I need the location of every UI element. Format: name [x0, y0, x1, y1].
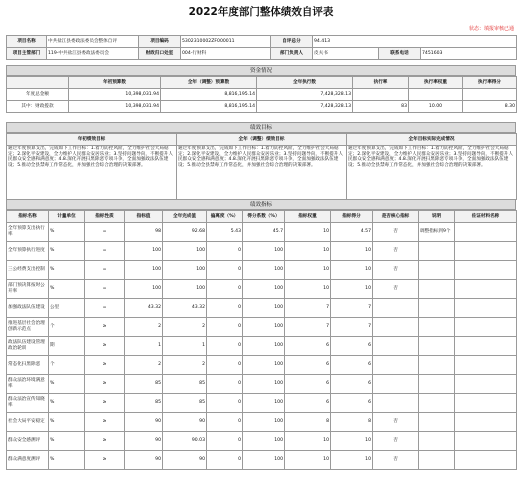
indicators-table [6, 210, 517, 470]
indicator-cell: % [49, 223, 85, 242]
indicator-cell: 否 [373, 413, 419, 432]
indicator-cell: 100 [243, 451, 285, 470]
indicator-header: 说明 [419, 211, 455, 223]
indicator-cell [455, 242, 517, 261]
info-table [6, 35, 517, 60]
funds-cell: 7,428,328.13 [257, 101, 353, 113]
indicator-header: 指标得分 [331, 211, 373, 223]
indicator-header: 指标名称 [7, 211, 49, 223]
indicators-section-header: 绩效指标 [6, 199, 516, 210]
funds-cell [463, 89, 517, 101]
indicator-header: 指标性质 [85, 211, 125, 223]
indicator-cell: ≥ [85, 318, 125, 337]
indicator-cell: 0 [207, 394, 243, 413]
indicator-cell [455, 451, 517, 470]
indicator-cell: 公里 [49, 299, 85, 318]
indicator-cell: 43.32 [125, 299, 163, 318]
funds-cell: 8.30 [463, 101, 517, 113]
indicator-cell: 100 [243, 356, 285, 375]
indicator-cell: 7 [285, 318, 331, 337]
funds-header [7, 77, 69, 89]
indicator-cell: 2 [125, 356, 163, 375]
indicator-cell: % [49, 451, 85, 470]
indicator-cell: 90 [163, 413, 207, 432]
indicator-cell [419, 356, 455, 375]
indicator-cell [455, 337, 517, 356]
funds-header-row [7, 77, 517, 89]
indicator-cell: 10 [285, 280, 331, 299]
indicator-header: 指标值 [125, 211, 163, 223]
indicator-cell: 6 [285, 394, 331, 413]
indicator-cell [419, 242, 455, 261]
indicator-cell: % [49, 413, 85, 432]
indicator-cell: 8 [285, 413, 331, 432]
indicator-name: 政法队伍建设管理政治轮训 [7, 337, 49, 356]
indicator-cell: 7 [285, 299, 331, 318]
indicator-cell: 1 [125, 337, 163, 356]
indicator-cell: % [49, 280, 85, 299]
indicator-cell [373, 318, 419, 337]
funds-cell: 10.00 [409, 101, 463, 113]
indicator-cell: 6 [331, 394, 373, 413]
indicator-header: 是否核心指标 [373, 211, 419, 223]
indicator-cell: 98 [125, 223, 163, 242]
indicator-cell [455, 432, 517, 451]
table-row [7, 242, 517, 261]
funds-cell: 10,398,031.94 [69, 101, 161, 113]
indicator-name: 加强政法队伍建设 [7, 299, 49, 318]
fund-value: 004-行财科 [181, 48, 271, 60]
indicator-cell [455, 413, 517, 432]
indicator-cell: 个 [49, 356, 85, 375]
indicator-cell: 90 [125, 451, 163, 470]
indicator-cell: ≥ [85, 356, 125, 375]
indicator-cell: 100 [243, 394, 285, 413]
indicator-cell: % [49, 261, 85, 280]
indicator-cell: 10 [331, 280, 373, 299]
table-row [7, 299, 517, 318]
indicator-cell [455, 375, 517, 394]
indicator-cell: 45.7 [243, 223, 285, 242]
indicator-cell: 期 [49, 337, 85, 356]
funds-header: 全年执行数 [257, 77, 353, 89]
indicator-cell: 8 [331, 413, 373, 432]
indicator-cell: 100 [243, 432, 285, 451]
indicator-cell: ≥ [85, 375, 125, 394]
score-label: 自评总分 [271, 36, 313, 48]
indicator-cell: % [49, 242, 85, 261]
indicator-cell: 2 [163, 356, 207, 375]
indicator-cell: 10 [331, 261, 373, 280]
phone-label: 联系电话 [379, 48, 421, 60]
funds-cell [353, 89, 409, 101]
indicator-cell: % [49, 394, 85, 413]
table-row [7, 337, 517, 356]
table-row [7, 375, 517, 394]
indicator-cell: 100 [243, 280, 285, 299]
indicator-cell: ≥ [85, 337, 125, 356]
indicator-cell: 否 [373, 242, 419, 261]
funds-cell: 8,816,195.14 [161, 89, 257, 101]
indicator-name: 社会大局平安稳定 [7, 413, 49, 432]
score-value: 94.413 [313, 36, 517, 48]
indicator-cell: 否 [373, 280, 419, 299]
table-row [7, 280, 517, 299]
indicator-cell: 10 [285, 242, 331, 261]
funds-cell: 10,398,031.94 [69, 89, 161, 101]
indicator-cell: 100 [243, 413, 285, 432]
indicator-cell: 85 [163, 394, 207, 413]
indicator-cell [419, 299, 455, 318]
leader-label: 部门负责人 [271, 48, 313, 60]
funds-header: 执行率权重 [409, 77, 463, 89]
project-name-label: 项目名称 [7, 36, 47, 48]
indicator-cell: 10 [285, 451, 331, 470]
indicator-cell: % [49, 375, 85, 394]
indicator-cell [455, 280, 517, 299]
indicator-cell: 6 [285, 375, 331, 394]
fund-label: 财政归口处室 [139, 48, 181, 60]
indicator-cell [455, 356, 517, 375]
indicator-name: 群众满意度测评 [7, 451, 49, 470]
table-row [7, 432, 517, 451]
goals-section-header: 绩效目标 [6, 122, 516, 133]
indicator-cell: 10 [285, 432, 331, 451]
indicator-cell: 0 [207, 337, 243, 356]
indicator-header: 得分系数（%） [243, 211, 285, 223]
indicator-cell: % [49, 432, 85, 451]
indicator-cell [419, 280, 455, 299]
indicator-cell: 否 [373, 223, 419, 242]
indicator-cell: 100 [243, 337, 285, 356]
funds-cell [409, 89, 463, 101]
indicator-cell: 0 [207, 242, 243, 261]
indicator-cell: = [85, 242, 125, 261]
goals-actual: 通过年度预算支出，完成如下工作目标：1.着力防控风险，全力维护社会大局稳定；2.深化平安建设，全力维护人民群众安居乐业；3.坚持问题导向，不断提升人民群众安全感和满意度；4.8.深化开展扫黑除恶专项斗争，全面加强政法队伍建设；5.推动全县禁毒工作常态化，并加强社会综合治理的决策部署。 [347, 146, 517, 200]
indicator-name: 常态化扫黑除恶 [7, 356, 49, 375]
indicator-cell: 0 [207, 280, 243, 299]
indicator-cell: 90 [125, 432, 163, 451]
indicator-cell: 100 [125, 242, 163, 261]
indicator-cell: ≥ [85, 394, 125, 413]
table-row [7, 451, 517, 470]
indicator-cell: 6 [331, 356, 373, 375]
indicator-cell [373, 356, 419, 375]
goals-header: 年初绩效目标 [7, 134, 177, 146]
indicator-cell: 6 [331, 375, 373, 394]
goals-table [6, 133, 517, 200]
indicator-cell: 6 [331, 337, 373, 356]
indicator-name: 三公经费支出控制 [7, 261, 49, 280]
funds-row [7, 101, 517, 113]
indicator-cell: ≥ [85, 451, 125, 470]
indicator-cell: 7 [331, 299, 373, 318]
indicator-name: 全年预算执行进度 [7, 242, 49, 261]
indicator-cell: 10 [285, 261, 331, 280]
indicator-name: 推进基层社会治理创新示范点 [7, 318, 49, 337]
indicator-cell [373, 337, 419, 356]
indicator-cell: 100 [163, 261, 207, 280]
indicator-cell: 4.57 [331, 223, 373, 242]
indicator-cell: 90 [163, 451, 207, 470]
indicator-cell: 调整指标到9个 [419, 223, 455, 242]
funds-cell: 8,816,195.14 [161, 101, 257, 113]
indicator-cell: 43.32 [163, 299, 207, 318]
indicator-cell [419, 318, 455, 337]
indicator-cell: 100 [125, 280, 163, 299]
funds-cell: 7,428,328.13 [257, 89, 353, 101]
table-row [7, 394, 517, 413]
indicator-cell [455, 299, 517, 318]
indicator-cell: 0 [207, 299, 243, 318]
indicator-cell [419, 432, 455, 451]
indicators-header-row [7, 211, 517, 223]
indicator-cell: 否 [373, 451, 419, 470]
indicator-header: 全年完成值 [163, 211, 207, 223]
page-title: 2022年度部门整体绩效自评表 [188, 6, 334, 18]
indicator-header: 计量单位 [49, 211, 85, 223]
indicator-name: 群众法治宣传知晓率 [7, 394, 49, 413]
table-row [7, 318, 517, 337]
indicator-cell [419, 394, 455, 413]
indicator-cell: 100 [243, 299, 285, 318]
indicator-cell [455, 318, 517, 337]
indicator-cell: 90 [125, 413, 163, 432]
dept-label: 项目主管部门 [7, 48, 47, 60]
indicator-cell: 6 [285, 337, 331, 356]
indicator-cell: 85 [125, 375, 163, 394]
indicator-cell: 100 [243, 318, 285, 337]
indicator-cell: 100 [243, 375, 285, 394]
indicator-cell: 0 [207, 375, 243, 394]
indicator-cell: 100 [163, 242, 207, 261]
indicator-cell: 0 [207, 356, 243, 375]
indicator-header: 佐证材料名称 [455, 211, 517, 223]
funds-table [6, 76, 517, 113]
project-name: 中共盐江县委政法委员会整体自评 [47, 36, 139, 48]
indicator-cell: 100 [163, 280, 207, 299]
indicator-cell [373, 375, 419, 394]
indicator-name: 部门预决算按时公开率 [7, 280, 49, 299]
indicator-cell: 否 [373, 432, 419, 451]
indicator-cell [419, 337, 455, 356]
indicator-cell: 90.03 [163, 432, 207, 451]
indicator-cell [373, 394, 419, 413]
indicator-cell [373, 299, 419, 318]
funds-header: 执行率得分 [463, 77, 517, 89]
indicator-cell [455, 394, 517, 413]
project-code-label: 项目编码 [139, 36, 181, 48]
indicator-cell [419, 375, 455, 394]
indicator-cell: = [85, 223, 125, 242]
indicator-cell: = [85, 280, 125, 299]
indicator-cell: 7 [331, 318, 373, 337]
indicator-cell: 0 [207, 451, 243, 470]
indicator-cell: 否 [373, 261, 419, 280]
indicator-cell: 100 [243, 261, 285, 280]
indicator-cell: 1 [163, 337, 207, 356]
phone-value: 7451603 [421, 48, 517, 60]
indicator-cell: 10 [285, 223, 331, 242]
goals-header: 全年目标实际完成情况 [347, 134, 517, 146]
indicator-cell: 10 [331, 242, 373, 261]
funds-header: 年初预算数 [69, 77, 161, 89]
goals-initial: 通过年度预算支出，完成如下工作目标：1.着力防控风险，全力维护社会大局稳定；2.深化平安建设，全力维护人民群众安居乐业；3.坚持问题导向，不断提升人民群众安全感和满意度；4.8.深化开展扫黑除恶专项斗争，全面加强政法队伍建设；5.推动全县禁毒工作常态化，并加强社会综合治理的决策部署。 [7, 146, 177, 200]
indicator-cell: 6 [285, 356, 331, 375]
indicator-cell [455, 223, 517, 242]
indicator-cell: 0 [207, 318, 243, 337]
indicator-cell: 0 [207, 261, 243, 280]
indicator-cell: 85 [163, 375, 207, 394]
status-badge: 状态：填报审核已通 [468, 26, 514, 32]
indicator-cell: 个 [49, 318, 85, 337]
indicator-cell: 0 [207, 432, 243, 451]
indicator-cell: ≥ [85, 413, 125, 432]
leader-value: 皮夫书 [313, 48, 379, 60]
indicator-header: 偏离度（%） [207, 211, 243, 223]
indicator-cell: ≥ [85, 432, 125, 451]
indicator-cell: 10 [331, 432, 373, 451]
table-row [7, 413, 517, 432]
indicator-name: 群众安全感测评 [7, 432, 49, 451]
indicator-cell: 100 [125, 261, 163, 280]
indicator-cell [419, 261, 455, 280]
funds-row [7, 89, 517, 101]
indicator-cell: 10 [331, 451, 373, 470]
indicator-cell: = [85, 261, 125, 280]
project-code: 5302310002ZF000011 [181, 36, 271, 48]
indicator-cell [455, 261, 517, 280]
funds-header: 执行率 [353, 77, 409, 89]
table-row [7, 223, 517, 242]
goals-adjusted: 通过年度预算支出，完成如下工作目标：1.着力防控风险，全力维护社会大局稳定；2.深化平安建设，全力维护人民群众安居乐业；3.坚持问题导向，不断提升人民群众安全感和满意度；4.8.深化开展扫黑除恶专项斗争，全面加强政法队伍建设；5.推动全县禁毒工作常态化，并加强社会综合治理的决策部署。 [177, 146, 347, 200]
indicator-cell [419, 413, 455, 432]
indicator-cell: 0 [207, 413, 243, 432]
indicator-name: 群众法治环境满意率 [7, 375, 49, 394]
funds-cell: 年度总金额 [7, 89, 69, 101]
funds-cell: 83 [353, 101, 409, 113]
indicator-cell: = [85, 299, 125, 318]
indicator-cell: 2 [163, 318, 207, 337]
goals-header: 全年（调整）绩效目标 [177, 134, 347, 146]
dept-value: 119-中共盐江县委政法委员会 [47, 48, 139, 60]
indicator-cell: 92.68 [163, 223, 207, 242]
table-row [7, 261, 517, 280]
indicator-header: 指标权重 [285, 211, 331, 223]
indicator-cell: 100 [243, 242, 285, 261]
indicator-cell [419, 451, 455, 470]
indicator-cell: 85 [125, 394, 163, 413]
indicator-cell: 2 [125, 318, 163, 337]
indicator-cell: 5.43 [207, 223, 243, 242]
indicator-name: 全年预算支出执行率 [7, 223, 49, 242]
funds-header: 全年（调整）预算数 [161, 77, 257, 89]
funds-cell: 其中：财政拨款 [7, 101, 69, 113]
table-row [7, 356, 517, 375]
funds-section-header: 资金情况 [6, 65, 516, 76]
